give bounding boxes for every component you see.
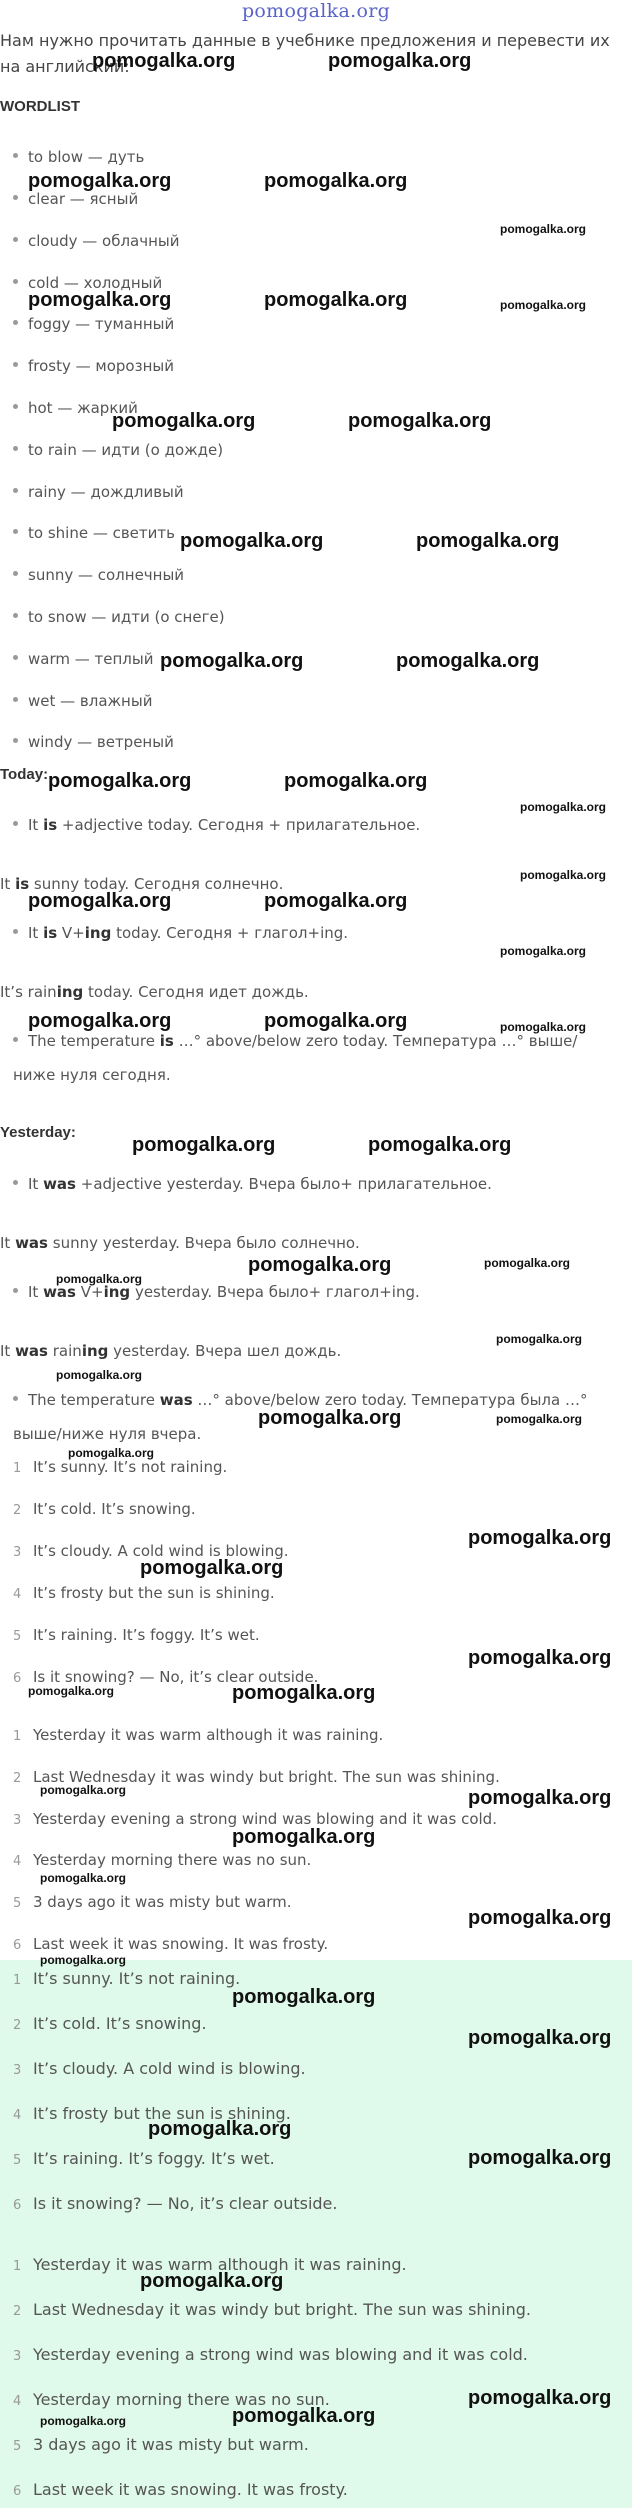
today-rule-ing: It is V+ing today. Сегодня + глагол+ing. [13, 923, 348, 943]
watermark: pomogalka.org [500, 298, 587, 312]
list-item: 3 Yesterday evening a strong wind was blowing and it was cold. [13, 2345, 528, 2364]
bullet [13, 1396, 18, 1401]
list-item: 3 Yesterday evening a strong wind was blowing and it was cold. [13, 1810, 497, 1828]
yesterday-rule-ing: It was V+ing yesterday. Вчера было+ глагол+ing. [13, 1282, 420, 1302]
watermark: pomogalka.org [28, 170, 172, 192]
watermark: pomogalka.org [328, 50, 472, 72]
list-item: 3 It’s cloudy. A cold wind is blowing. [13, 2059, 306, 2078]
watermark: pomogalka.org [258, 1407, 402, 1429]
watermark: pomogalka.org [468, 1647, 612, 1669]
today-example-ing: It’s raining today. Сегодня идет дождь. [0, 983, 309, 1001]
list-item: 2 It’s cold. It’s snowing. [13, 2014, 207, 2033]
bullet [13, 1180, 18, 1185]
bullet [13, 738, 18, 743]
watermark: pomogalka.org [232, 1986, 376, 2008]
watermark: pomogalka.org [264, 890, 408, 912]
bullet [13, 195, 18, 200]
list-item: 1 Yesterday it was warm although it was raining. [13, 1726, 384, 1744]
yesterday-rule-adjective: It was +adjective yesterday. Вчера было+ прилагательное. [13, 1174, 492, 1194]
list-item: 2 Last Wednesday it was windy but bright. The sun was shining. [13, 2300, 531, 2319]
watermark: pomogalka.org [92, 50, 236, 72]
watermark: pomogalka.org [56, 1272, 143, 1286]
list-item: windy — ветреный [13, 732, 174, 752]
list-item: 5 3 days ago it was misty but warm. [13, 2435, 309, 2454]
watermark: pomogalka.org [28, 289, 172, 311]
watermark: pomogalka.org [140, 1557, 284, 1579]
watermark: pomogalka.org [468, 2147, 612, 2169]
watermark: pomogalka.org [496, 1412, 583, 1426]
yesterday-example-adjective: It was sunny yesterday. Вчера было солнечно. [0, 1234, 360, 1252]
watermark: pomogalka.org [500, 222, 587, 236]
list-item: cloudy — облачный [13, 231, 180, 251]
watermark: pomogalka.org [496, 1332, 583, 1346]
watermark: pomogalka.org [500, 944, 587, 958]
list-item: frosty — морозный [13, 356, 174, 376]
watermark: pomogalka.org [68, 1446, 155, 1460]
bullet [13, 153, 18, 158]
watermark: pomogalka.org [284, 770, 428, 792]
list-item: foggy — туманный [13, 314, 174, 334]
list-item: 2 It’s cold. It’s snowing. [13, 1500, 196, 1518]
list-item: 6 Is it snowing? — No, it’s clear outside. [13, 1668, 319, 1686]
list-item: to shine — светить [13, 523, 175, 543]
list-item: to rain — идти (о дожде) [13, 440, 223, 460]
list-item: wet — влажный [13, 691, 152, 711]
watermark: pomogalka.org [468, 2387, 612, 2409]
bullet [13, 237, 18, 242]
watermark: pomogalka.org [40, 1783, 127, 1797]
intro-text: Нам нужно прочитать данные в учебнике предложения и перевести их на английский: [0, 31, 610, 76]
list-item: 3 It’s cloudy. A cold wind is blowing. [13, 1542, 289, 1560]
list-item: 4 Yesterday morning there was no sun. [13, 2390, 330, 2409]
list-item: sunny — солнечный [13, 565, 184, 585]
watermark: pomogalka.org [348, 410, 492, 432]
today-example-adjective: It is sunny today. Сегодня солнечно. [0, 875, 284, 893]
watermark: pomogalka.org [28, 1684, 115, 1698]
watermark: pomogalka.org [232, 2405, 376, 2427]
bullet [13, 613, 18, 618]
watermark: pomogalka.org [520, 868, 607, 882]
bullet [13, 1288, 18, 1293]
watermark: pomogalka.org [40, 1953, 127, 1967]
list-item: 4 Yesterday morning there was no sun. [13, 1851, 312, 1869]
list-item: 5 3 days ago it was misty but warm. [13, 1893, 292, 1911]
bullet [13, 446, 18, 451]
today-heading: Today: [0, 766, 49, 783]
bullet [13, 655, 18, 660]
yesterday-example-ing: It was raining yesterday. Вчера шел дождь. [0, 1342, 342, 1360]
watermark: pomogalka.org [264, 289, 408, 311]
bullet [13, 362, 18, 367]
watermark: pomogalka.org [468, 1787, 612, 1809]
bullet [13, 571, 18, 576]
watermark: pomogalka.org [56, 1368, 143, 1382]
watermark: pomogalka.org [28, 890, 172, 912]
watermark: pomogalka.org [48, 770, 192, 792]
watermark: pomogalka.org [520, 800, 607, 814]
bullet [13, 488, 18, 493]
list-item: 2 Last Wednesday it was windy but bright. The sun was shining. [13, 1768, 500, 1786]
today-rule-temperature: The temperature is …° above/below zero today. Температура …° выше/ниже нуля сегодня. [13, 1032, 578, 1084]
watermark: pomogalka.org [140, 2270, 284, 2292]
watermark: pomogalka.org [468, 2027, 612, 2049]
list-item: rainy — дождливый [13, 482, 184, 502]
bullet [13, 821, 18, 826]
list-item: 4 It’s frosty but the sun is shining. [13, 1584, 275, 1602]
list-item: to snow — идти (о снеге) [13, 607, 225, 627]
list-item: 6 Last week it was snowing. It was frosty. [13, 1935, 329, 1953]
list-item: 1 It’s sunny. It’s not raining. [13, 1969, 241, 1988]
bullet [13, 404, 18, 409]
bullet [13, 697, 18, 702]
watermark: pomogalka.org [232, 1682, 376, 1704]
bullet [13, 320, 18, 325]
list-item: 1 Yesterday it was warm although it was raining. [13, 2255, 407, 2274]
list-item: 5 It’s raining. It’s foggy. It’s wet. [13, 2149, 275, 2168]
watermark: pomogalka.org [40, 2414, 127, 2428]
list-item: cold — холодный [13, 273, 162, 293]
today-rule-adjective: It is +adjective today. Сегодня + прилагательное. [13, 815, 420, 835]
watermark: pomogalka.org [180, 530, 324, 552]
watermark: pomogalka.org [416, 530, 560, 552]
watermark: pomogalka.org [28, 1010, 172, 1032]
watermark: pomogalka.org [468, 1527, 612, 1549]
list-item: 6 Last week it was snowing. It was frosty. [13, 2480, 348, 2499]
watermark: pomogalka.org [40, 1871, 127, 1885]
yesterday-heading: Yesterday: [0, 1124, 76, 1141]
list-item: 4 It’s frosty but the sun is shining. [13, 2104, 291, 2123]
bullet [13, 279, 18, 284]
list-item: 5 It’s raining. It’s foggy. It’s wet. [13, 1626, 260, 1644]
watermark: pomogalka.org [148, 2118, 292, 2140]
list-item: to blow — дуть [13, 147, 144, 167]
list-item: hot — жаркий [13, 398, 138, 418]
bullet [13, 929, 18, 934]
bullet [13, 1037, 18, 1042]
list-item: warm — теплый [13, 649, 153, 669]
yesterday-rule-temperature: The temperature was …° above/below zero today. Температура была …° выше/ниже нуля вчера. [13, 1391, 588, 1443]
watermark: pomogalka.org [132, 1134, 276, 1156]
watermark: pomogalka.org [232, 1826, 376, 1848]
watermark: pomogalka.org [500, 1020, 587, 1034]
watermark: pomogalka.org [468, 1907, 612, 1929]
list-item: 1 It’s sunny. It’s not raining. [13, 1458, 228, 1476]
bullet [13, 529, 18, 534]
wordlist-heading: WORDLIST [0, 98, 80, 115]
watermark: pomogalka.org [264, 1010, 408, 1032]
watermark: pomogalka.org [248, 1254, 392, 1276]
watermark: pomogalka.org [264, 170, 408, 192]
watermark: pomogalka.org [368, 1134, 512, 1156]
watermark: pomogalka.org [396, 650, 540, 672]
list-item: clear — ясный [13, 189, 138, 209]
watermark: pomogalka.org [484, 1256, 571, 1270]
watermark: pomogalka.org [112, 410, 256, 432]
site-logo[interactable]: pomogalka.org [241, 0, 391, 22]
list-item: 6 Is it snowing? — No, it’s clear outside. [13, 2194, 338, 2213]
watermark: pomogalka.org [160, 650, 304, 672]
